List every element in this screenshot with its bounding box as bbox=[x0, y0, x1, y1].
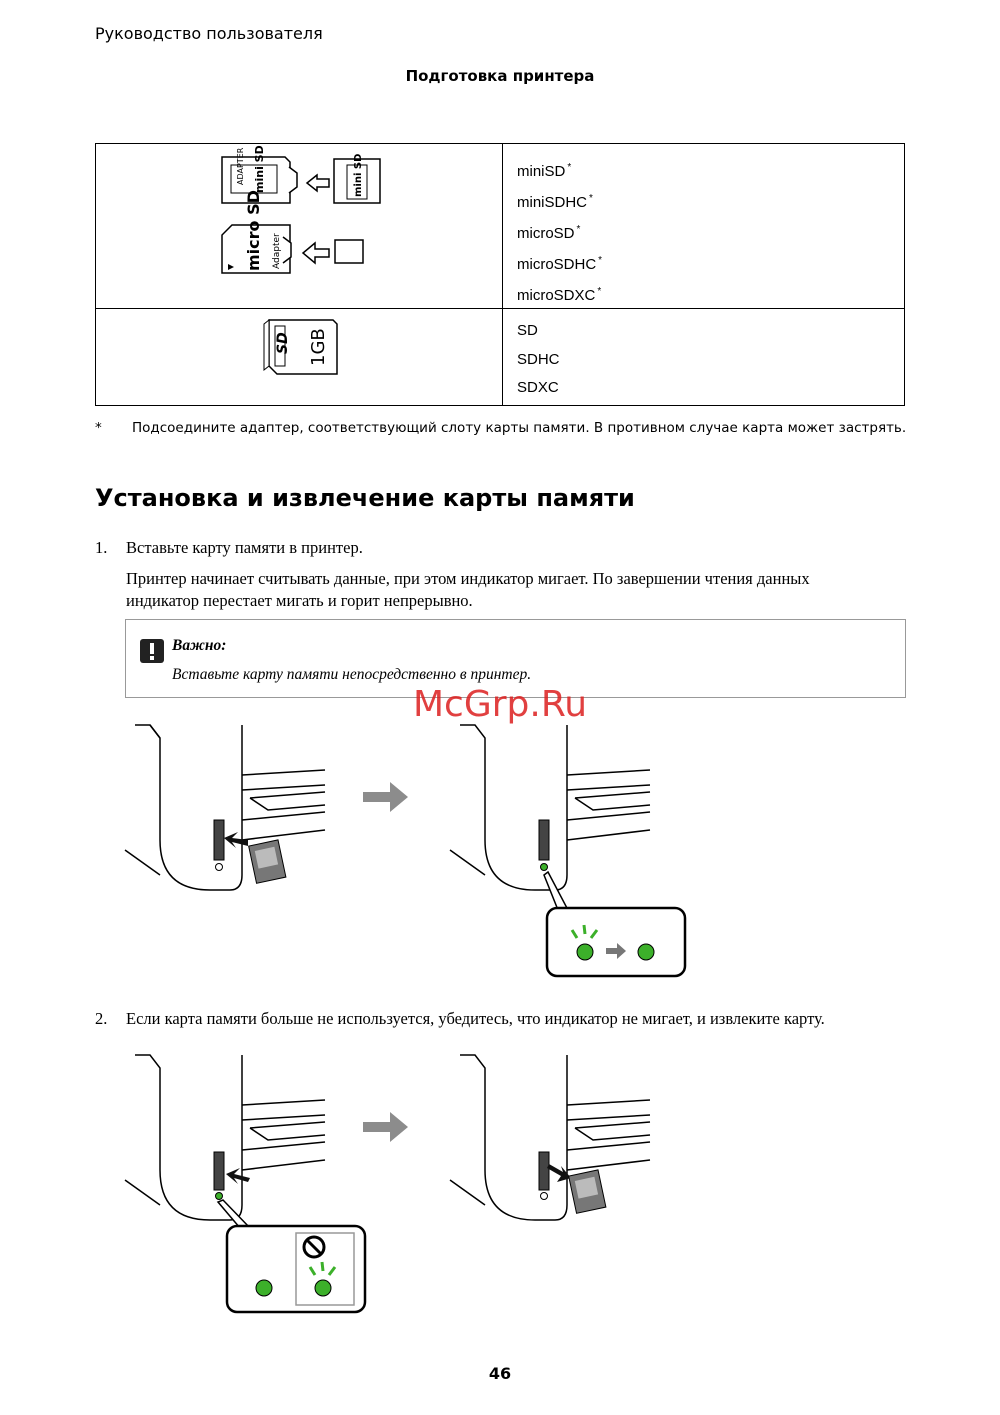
card-type-microsdxc: microSDXC * bbox=[517, 286, 602, 304]
important-title: Важно: bbox=[172, 637, 227, 654]
minisd-adapter-logo: mini SD bbox=[253, 145, 266, 193]
step-1-detail-line: индикатор перестает мигать и горит непрерывно. bbox=[126, 591, 473, 610]
led-blinking-icon bbox=[315, 1280, 331, 1296]
card-types-cell bbox=[503, 309, 905, 406]
mini-and-micro-sd-adapter-icon bbox=[97, 145, 501, 303]
sd-card-icon bbox=[97, 310, 501, 400]
section-heading: Установка и извлечение карты памяти bbox=[95, 484, 635, 512]
adapter-label-small: ADAPTER bbox=[236, 147, 245, 185]
card-type-minisd: miniSD * bbox=[517, 162, 572, 180]
watermark: McGrp.Ru bbox=[412, 684, 588, 725]
step-1-detail-line: Принтер начинает считывать данные, при этом индикатор мигает. По завершении чтения данных bbox=[126, 569, 810, 588]
table-row bbox=[96, 144, 905, 309]
led-steady-icon bbox=[638, 944, 654, 960]
document-title: Руководство пользователя bbox=[95, 24, 323, 43]
exclamation-icon bbox=[140, 639, 164, 663]
step-number: 1. bbox=[95, 538, 108, 557]
card-type-microsdhc: microSDHC * bbox=[517, 255, 603, 273]
step-1-details bbox=[126, 568, 886, 612]
led-blinking-icon bbox=[577, 944, 593, 960]
insert-card-illustration bbox=[120, 720, 700, 985]
sd-card-capacity: 1GB bbox=[308, 328, 329, 366]
footnote-text: Подсоедините адаптер, соответствующий слоту карты памяти. В противном случае карта может застрять. bbox=[132, 420, 907, 436]
card-type-sdxc: SDXC bbox=[517, 379, 559, 396]
microsd-adapter-logo: micro SD bbox=[244, 190, 263, 271]
step-number: 2. bbox=[95, 1009, 108, 1028]
memory-card-table bbox=[95, 143, 905, 406]
card-type-minisdhc: miniSDHC * bbox=[517, 193, 593, 211]
led-status-callout bbox=[547, 908, 685, 976]
section-title: Подготовка принтера bbox=[405, 67, 595, 85]
minisd-card-logo: mini SD bbox=[353, 153, 364, 197]
card-type-sdhc: SDHC bbox=[517, 350, 560, 368]
adapter-word: Adapter bbox=[272, 233, 282, 269]
important-text: Вставьте карту памяти непосредственно в принтер. bbox=[172, 666, 532, 683]
card-type-microsd: microSD * bbox=[517, 224, 581, 242]
sd-card-logo: SD bbox=[275, 332, 291, 354]
card-type-sd: SD bbox=[517, 322, 538, 339]
step-text: Если карта памяти больше не используется, убедитесь, что индикатор не мигает, и извлеките карту. bbox=[126, 1009, 825, 1028]
remove-card-illustration bbox=[120, 1050, 700, 1320]
card-types-cell bbox=[503, 144, 905, 309]
table-row bbox=[96, 309, 905, 406]
footnote-mark: * bbox=[95, 420, 102, 436]
page-number: 46 bbox=[488, 1364, 512, 1383]
step-text: Вставьте карту памяти в принтер. bbox=[126, 538, 363, 557]
adapter-illustration-cell bbox=[96, 144, 503, 309]
led-steady-icon bbox=[256, 1280, 272, 1296]
sd-illustration-cell bbox=[96, 309, 503, 406]
